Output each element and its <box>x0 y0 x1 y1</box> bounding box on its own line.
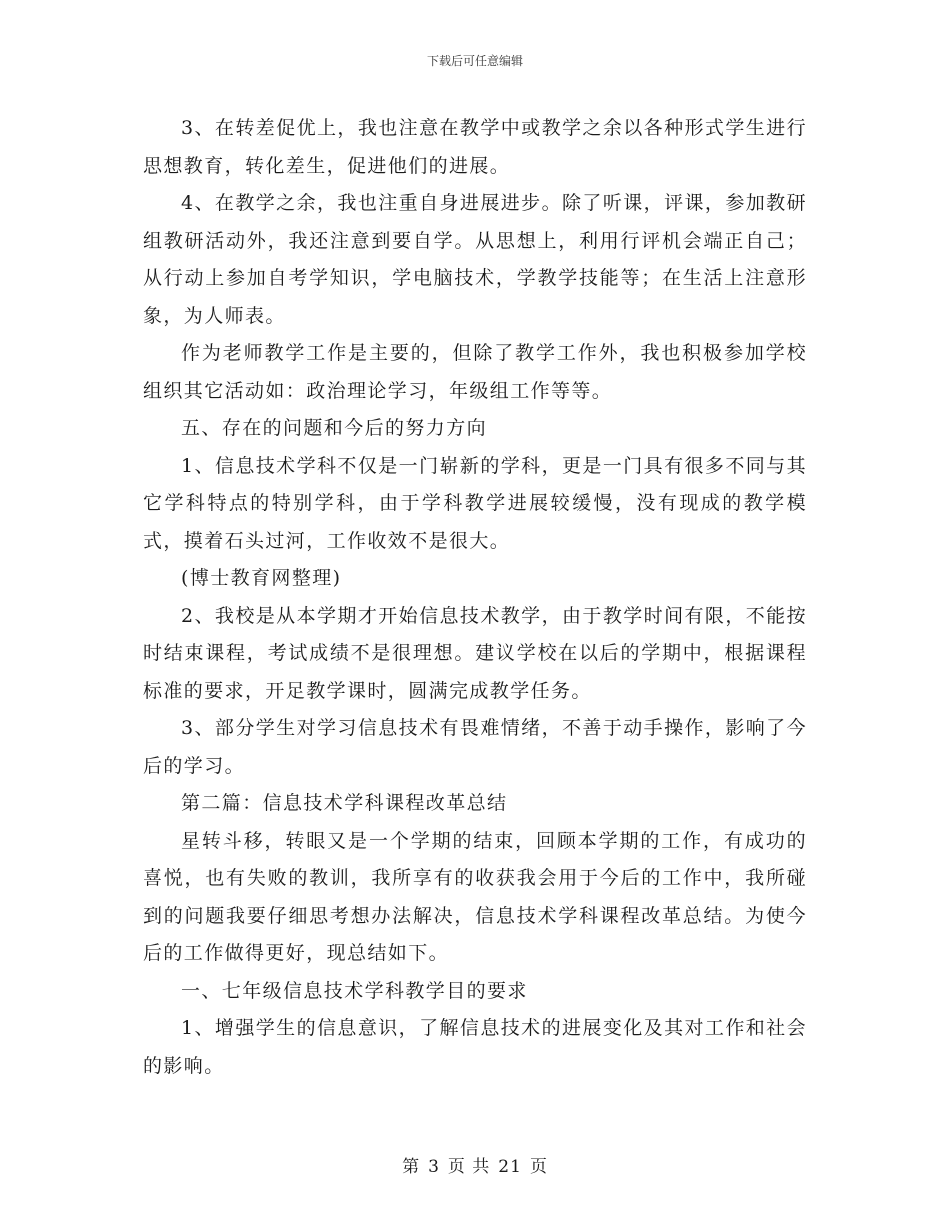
paragraph: 1、增强学生的信息意识，了解信息技术的进展变化及其对工作和社会的影响。 <box>143 1017 807 1077</box>
section-heading: 一、七年级信息技术学科教学目的要求 <box>181 979 528 1002</box>
page-total: 21 <box>498 1157 522 1177</box>
footer-prefix: 第 <box>402 1157 421 1177</box>
paragraph: 3、部分学生对学习信息技术有畏难情绪，不善于动手操作，影响了今后的学习。 <box>143 717 807 777</box>
chapter-heading: 第二篇：信息技术学科课程改革总结 <box>181 792 508 814</box>
section-heading: 五、存在的问题和今后的努力方向 <box>181 417 488 439</box>
footer-middle: 页 共 <box>447 1157 491 1177</box>
page-number: 3 <box>428 1157 440 1177</box>
paragraph: 作为老师教学工作是主要的，但除了教学工作外，我也积极参加学校组织其它活动如：政治理论学习，年级组工作等等。 <box>143 342 807 402</box>
paragraph: (博士教育网整理) <box>181 567 342 589</box>
paragraph: 4、在教学之余，我也注重自身进展进步。除了听课，评课，参加教研组教研活动外，我还注意到要自学。从思想上，利用行评机会端正自己；从行动上参加自考学知识，学电脑技术，学教学技能等；在生活上注意形象，为人师表。 <box>143 192 807 327</box>
paragraph: 1、信息技术学科不仅是一门崭新的学科，更是一门具有很多不同与其它学科特点的特别学科，由于学科教学进展较缓慢，没有现成的教学模式，摸着石头过河，工作收效不是很大。 <box>143 454 807 552</box>
page-footer <box>0 1152 950 1177</box>
paragraph: 3、在转差促优上，我也注意在教学中或教学之余以各种形式学生进行思想教育，转化差生，促进他们的进展。 <box>143 117 807 177</box>
document-body <box>143 110 807 1085</box>
page-header: 下载后可任意编辑 <box>426 54 523 68</box>
footer-suffix: 页 <box>529 1157 548 1177</box>
paragraph: 2、我校是从本学期才开始信息技术教学，由于教学时间有限，不能按时结束课程，考试成绩不是很理想。建议学校在以后的学期中，根据课程标准的要求，开足教学课时，圆满完成教学任务。 <box>143 604 807 702</box>
paragraph: 星转斗移，转眼又是一个学期的结束，回顾本学期的工作，有成功的喜悦，也有失败的教训，我所享有的收获我会用于今后的工作中，我所碰到的问题我要仔细思考想办法解决，信息技术学科课程改革总结。为使今后的工作做得更好，现总结如下。 <box>143 829 807 964</box>
